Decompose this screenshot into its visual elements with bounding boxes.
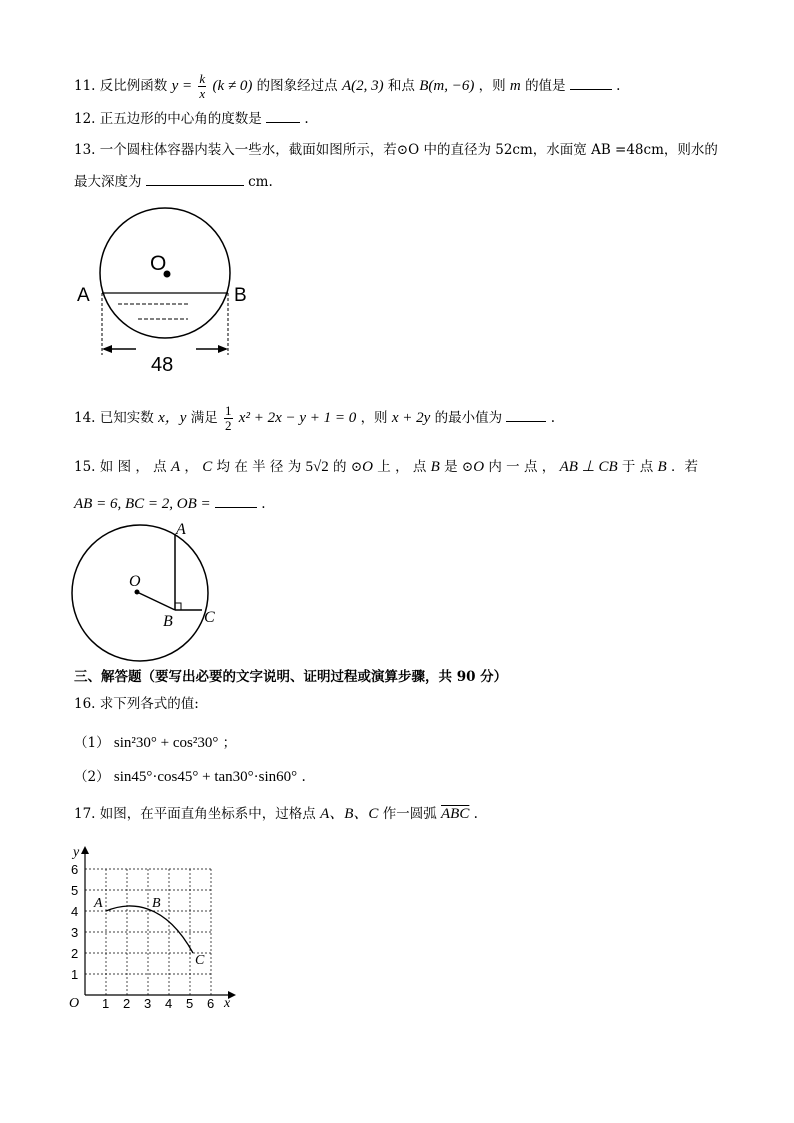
question-text: 反比例函数 xyxy=(99,78,168,94)
question-15 xyxy=(74,457,698,477)
origin-label: O xyxy=(69,996,80,1011)
part-label: （1） xyxy=(74,735,110,751)
right-angle-mark xyxy=(175,603,181,610)
perpendicular-relation: AB ⊥ CB xyxy=(559,459,618,475)
question-text: 均 在 半 径 为 xyxy=(216,459,302,475)
question-number: 12. xyxy=(74,111,96,127)
question-text: 的 ⊙ xyxy=(333,459,363,475)
expression: x + 2y xyxy=(391,410,431,426)
point-c: C xyxy=(202,459,213,475)
question-text: 的值是 xyxy=(525,78,566,94)
question-13-line2 xyxy=(74,171,273,192)
question-text: 的最小值为 xyxy=(434,410,503,426)
label-o: O xyxy=(150,252,167,275)
arc-name: $\overline{ABC}$ xyxy=(441,806,470,822)
question-text: 已知实数 xyxy=(99,410,154,426)
equation: x² + 2x − y + 1 = 0 xyxy=(238,410,357,426)
fraction-numerator: k xyxy=(199,71,206,86)
segment-ob xyxy=(137,592,175,610)
x-tick-label: 2 xyxy=(123,996,131,1011)
question-text: 正五边形的中心角的度数是 xyxy=(99,111,262,127)
y-axis-arrow xyxy=(81,846,89,854)
y-tick-labels xyxy=(71,862,78,982)
question-text: 是 ⊙ xyxy=(444,459,474,475)
question-text: 作一圆弧 xyxy=(382,806,437,822)
question-12 xyxy=(74,108,309,129)
question-number: 15. xyxy=(74,459,96,475)
question-unit: cm. xyxy=(248,174,273,190)
arrowhead-left xyxy=(102,345,112,353)
circle-o: O xyxy=(473,459,485,475)
grid-points: A、B、C xyxy=(320,806,379,822)
label-a: A xyxy=(94,896,103,911)
question-16-part2 xyxy=(74,767,306,787)
question-number: 14. xyxy=(74,410,96,426)
question-text: ，则 xyxy=(478,78,506,94)
question-text: 的图象经过点 xyxy=(256,78,338,94)
variable-m: m xyxy=(509,78,521,94)
answer-blank xyxy=(506,407,546,422)
x-tick-label: 4 xyxy=(165,996,173,1011)
x-tick-label: 6 xyxy=(207,996,215,1011)
fraction xyxy=(198,72,206,101)
question-text: 求下列各式的值: xyxy=(99,696,199,712)
label-width: 48 xyxy=(151,354,174,376)
question-text: ．若 xyxy=(670,459,698,475)
question-end: . xyxy=(550,410,555,426)
fraction-numerator: 1 xyxy=(225,403,232,418)
figure-17-coordinate-grid xyxy=(60,840,250,1015)
x-tick-label: 5 xyxy=(186,996,194,1011)
answer-blank xyxy=(215,493,257,508)
answer-blank xyxy=(266,108,300,123)
point-b: B xyxy=(657,459,667,475)
fraction xyxy=(224,404,233,433)
y-tick-label: 3 xyxy=(71,925,79,940)
label-o: O xyxy=(129,573,141,590)
question-text: 最大深度为 xyxy=(74,174,142,190)
center-dot xyxy=(135,590,140,595)
radius-value: 5√2 xyxy=(305,459,329,475)
question-text: ，则 xyxy=(360,410,388,426)
y-axis-label: y xyxy=(73,845,80,860)
question-text: 如图，在平面直角坐标系中，过格点 xyxy=(99,806,316,822)
question-number: 11. xyxy=(74,78,96,94)
question-end: . xyxy=(473,806,478,822)
question-17 xyxy=(74,804,478,824)
section-heading: 三、解答题（要写出必要的文字说明、证明过程或演算步骤，共 90 分） xyxy=(74,669,508,685)
given-lengths: AB = 6, BC = 2, OB = xyxy=(74,496,211,512)
question-text: 如 图 ， 点 xyxy=(99,459,167,475)
label-c: C xyxy=(204,609,215,626)
x-axis-label: x xyxy=(224,996,231,1011)
label-b: B xyxy=(163,613,173,630)
question-15-line2 xyxy=(74,493,266,514)
question-number: 17. xyxy=(74,806,96,822)
part-expression: sin²30° + cos²30° xyxy=(113,735,219,751)
fraction-denominator: 2 xyxy=(225,418,232,433)
label-c: C xyxy=(195,953,205,968)
answer-blank xyxy=(570,75,612,90)
x-tick-labels xyxy=(102,996,214,1011)
figure-13-circle-water xyxy=(70,200,270,380)
figure-15-circle xyxy=(66,518,236,664)
point-a: A(2, 3) xyxy=(341,78,384,94)
label-b: B xyxy=(234,285,247,306)
question-text: 上 ， 点 xyxy=(377,459,427,475)
part-label: （2） xyxy=(74,769,110,785)
question-end: . xyxy=(261,496,266,512)
answer-blank xyxy=(146,171,244,186)
grid-lines xyxy=(85,869,211,995)
label-b: B xyxy=(152,896,161,911)
separator: ， xyxy=(184,459,198,475)
variables: x，y xyxy=(158,410,187,426)
question-number: 16. xyxy=(74,696,96,712)
question-13 xyxy=(74,140,718,160)
question-end: . xyxy=(616,78,621,94)
y-tick-label: 4 xyxy=(71,904,79,919)
y-tick-label: 5 xyxy=(71,883,79,898)
arrowhead-right xyxy=(218,345,228,353)
point-b: B xyxy=(430,459,440,475)
fraction-denominator: x xyxy=(199,86,206,101)
point-b: B(m, −6) xyxy=(419,78,475,94)
question-text: 一个圆柱体容器内装入一些水，截面如图所示，若⊙O 中的直径为 52cm，水面宽 AB =48cm，则水的 xyxy=(99,142,718,158)
question-end: . xyxy=(304,111,309,127)
point-a: A xyxy=(170,459,181,475)
question-text: 内 一 点 ， xyxy=(488,459,556,475)
question-text: 和点 xyxy=(387,78,415,94)
part-expression: sin45°·cos45° + tan30°·sin60° xyxy=(113,769,298,785)
y-tick-label: 6 xyxy=(71,862,79,877)
question-16-part1 xyxy=(74,733,236,753)
x-tick-label: 3 xyxy=(144,996,152,1011)
part-end: . xyxy=(301,769,306,785)
question-text: 满足 xyxy=(190,410,218,426)
question-14 xyxy=(74,404,555,433)
question-16 xyxy=(74,694,199,714)
formula-lhs: y = xyxy=(171,78,193,94)
arc-abc xyxy=(106,906,193,953)
label-a: A xyxy=(77,285,90,306)
part-end: ； xyxy=(222,735,237,751)
x-tick-label: 1 xyxy=(102,996,110,1011)
y-tick-label: 2 xyxy=(71,946,79,961)
condition: (k ≠ 0) xyxy=(212,78,253,94)
question-number: 13. xyxy=(74,142,96,158)
label-a: A xyxy=(176,521,186,538)
question-text: 于 点 xyxy=(621,459,654,475)
circle-o: O xyxy=(362,459,373,475)
y-tick-label: 1 xyxy=(71,967,79,982)
question-11 xyxy=(74,72,620,101)
